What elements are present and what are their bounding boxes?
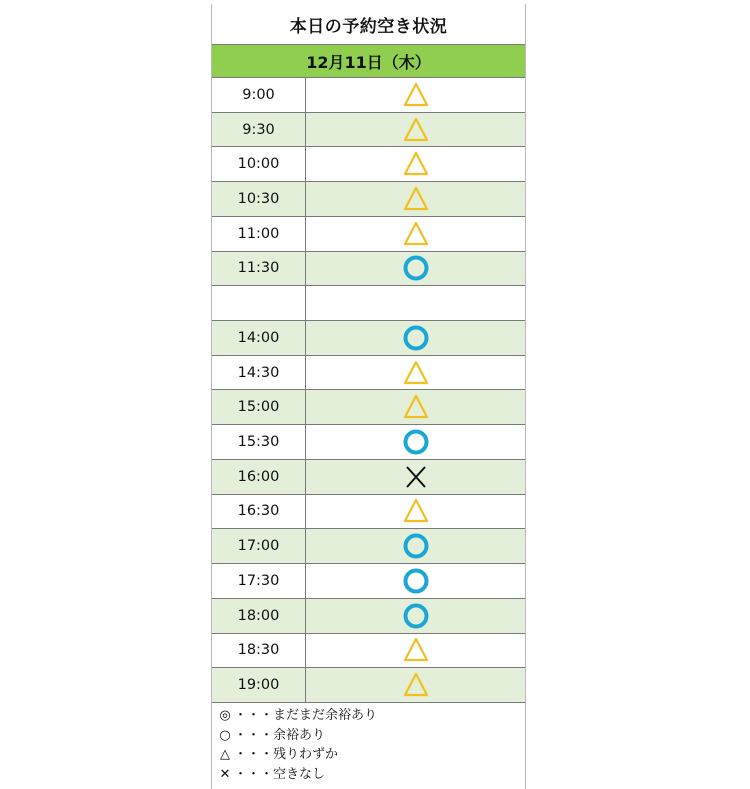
time-cell: 14:30 [212,356,306,390]
status-cell [306,321,525,355]
status-cell [306,252,525,286]
time-cell: 10:00 [212,147,306,181]
circle-icon [402,324,430,352]
time-cell: 17:00 [212,529,306,563]
status-cell [306,564,525,598]
status-cell [306,78,525,112]
time-cell: 15:00 [212,390,306,424]
time-cell: 15:30 [212,425,306,459]
triangle-icon [402,636,430,664]
circle-icon: ○ [219,727,231,743]
legend-text: ・・・残りわずか [234,747,339,762]
legend-item-triangle [218,745,525,765]
status-cell [306,286,525,320]
time-cell: 16:30 [212,495,306,529]
table-row [212,460,525,495]
triangle-icon [402,359,430,387]
table-row [212,668,525,703]
schedule-table [212,78,525,703]
triangle-icon [402,185,430,213]
legend-item-double-circle [218,706,525,726]
table-row [212,390,525,425]
time-cell: 18:00 [212,599,306,633]
time-cell: 14:00 [212,321,306,355]
date-header: 12月11日（木） [212,44,525,78]
status-cell [306,495,525,529]
table-row [212,529,525,564]
table-row [212,495,525,530]
table-row [212,425,525,460]
triangle-icon: △ [220,747,230,762]
status-cell [306,425,525,459]
status-cell [306,634,525,668]
circle-icon [402,532,430,560]
status-cell [306,147,525,181]
triangle-icon [402,116,430,144]
status-cell [306,390,525,424]
status-cell [306,217,525,251]
legend-item-cross [218,765,525,785]
legend-item-circle [218,726,525,746]
status-cell [306,529,525,563]
table-row [212,252,525,287]
status-cell [306,460,525,494]
cross-icon [402,463,430,491]
legend-text: ・・・まだまだ余裕あり [234,708,378,723]
triangle-icon [402,497,430,525]
circle-icon [402,428,430,456]
status-cell [306,113,525,147]
time-cell: 18:30 [212,634,306,668]
table-row [212,78,525,113]
triangle-icon [402,220,430,248]
time-cell: 10:30 [212,182,306,216]
circle-icon [402,602,430,630]
table-row [212,564,525,599]
time-cell [212,286,306,320]
legend-text: ・・・余裕あり [234,727,326,743]
table-row [212,634,525,669]
double-circle-icon: ◎ [219,708,231,723]
time-cell: 19:00 [212,668,306,702]
legend [212,706,525,784]
time-cell: 11:30 [212,252,306,286]
status-cell [306,599,525,633]
table-row [212,599,525,634]
table-row [212,147,525,182]
triangle-icon [402,671,430,699]
circle-icon [402,567,430,595]
page-title: 本日の予約空き状況 [289,16,448,37]
status-cell [306,356,525,390]
status-cell [306,182,525,216]
table-row [212,356,525,391]
status-cell [306,668,525,702]
circle-icon [402,254,430,282]
table-row [212,182,525,217]
time-cell: 11:00 [212,217,306,251]
triangle-icon [402,81,430,109]
table-row [212,321,525,356]
table-row [212,286,525,321]
time-cell: 16:00 [212,460,306,494]
time-cell: 9:30 [212,113,306,147]
time-cell: 17:30 [212,564,306,598]
time-cell: 9:00 [212,78,306,112]
availability-sheet [211,4,526,789]
triangle-icon [402,150,430,178]
triangle-icon [402,393,430,421]
legend-text: ・・・空きなし [234,766,326,782]
table-row [212,113,525,148]
table-row [212,217,525,252]
cross-icon: ✕ [219,766,231,782]
